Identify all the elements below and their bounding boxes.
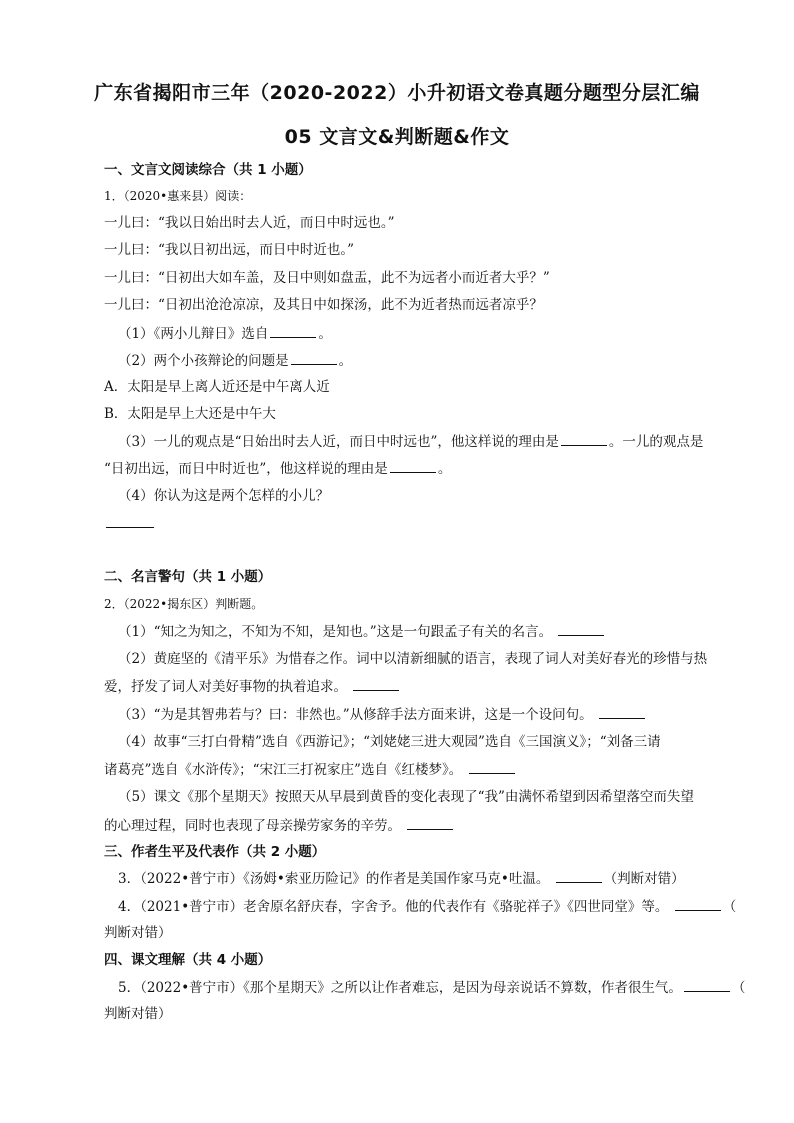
answer-blank[interactable]	[561, 431, 607, 446]
question-3-text: 3．（2022•普宁市）《汤姆•索亚历险记》的作者是美国作家马克•吐温。	[118, 871, 550, 887]
answer-blank[interactable]	[270, 323, 316, 338]
answer-blank[interactable]	[353, 676, 399, 691]
passage-line-4: 一儿曰：“日初出沧沧凉凉，及其日中如探汤，此不为近者热而远者凉乎？	[104, 297, 543, 313]
passage-line-3: 一儿曰：“日初出大如车盖，及日中则如盘盂，此不为远者小而近者大乎？”	[104, 270, 550, 286]
question-3	[104, 868, 734, 889]
answer-blank[interactable]	[106, 513, 154, 528]
question-5-line-1	[104, 977, 746, 998]
sub-question-3-text-2: “日初出远，而日中时近也”，他这样说的理由是	[104, 461, 388, 477]
statement-3	[104, 704, 734, 725]
statement-2-line-2	[104, 676, 734, 697]
sub-question-3-text: （3）一儿的观点是“日始出时去人近，而日中时远也”，他这样说的理由是	[118, 434, 559, 450]
page-title: 广东省揭阳市三年（2020-2022）小升初语文卷真题分题型分层汇编	[94, 82, 700, 104]
answer-blank[interactable]	[390, 458, 436, 473]
sub-question-3-line-1	[104, 431, 734, 452]
statement-5-line-1: （5）课文《那个星期天》按照天从早晨到黄昏的变化表现了“我”由满怀希望到因希望落空而失望	[118, 789, 694, 805]
question-4-line-2: 判断对错）	[104, 925, 172, 941]
section-heading-2: 二、名言警句（共 1 小题）	[104, 569, 272, 585]
option-a: A．太阳是早上离人近还是中午离人近	[104, 379, 330, 395]
sub-question-3-text-cont: 。一儿的观点是	[608, 434, 704, 450]
sub-question-1	[104, 323, 734, 344]
answer-blank[interactable]	[599, 704, 645, 719]
statement-2-text: 爱，抒发了词人对美好事物的执着追求。	[104, 679, 347, 695]
answer-blank[interactable]	[407, 815, 453, 830]
punctuation: 。	[338, 353, 353, 369]
statement-5-line-2	[104, 815, 734, 836]
statement-2-line-1: （2）黄庭坚的《清平乐》为惜春之作。词中以清新细腻的语言，表现了词人对美好春光的珍惜与热	[118, 651, 708, 667]
statement-3-text: （3）“为是其智弗若与？曰：非然也。”从修辞手法方面来讲，这是一个设问句。	[118, 707, 593, 723]
question-3-tail: （判断对错）	[603, 871, 685, 887]
question-5-tail: （	[731, 980, 746, 996]
sub-question-1-text: （1）《两小儿辩日》选自	[118, 326, 269, 342]
question-4-tail: （	[722, 899, 737, 915]
question-2-head: 2．（2022•揭东区）判断题。	[104, 597, 264, 611]
answer-blank[interactable]	[675, 896, 721, 911]
page-subtitle: 05 文言文&判断题&作文	[284, 126, 510, 148]
sub-question-2-text: （2）两个小孩辩论的问题是	[118, 353, 289, 369]
section-heading-4: 四、课文理解（共 4 小题）	[104, 952, 272, 968]
punctuation: 。	[437, 461, 452, 477]
question-1-head: 1．（2020•惠来县）阅读：	[104, 189, 252, 203]
passage-line-1: 一儿曰：“我以日始出时去人近，而日中时远也。”	[104, 215, 395, 231]
question-4-line-1	[104, 896, 737, 917]
sub-question-4-answer	[104, 513, 734, 534]
answer-blank[interactable]	[469, 759, 515, 774]
answer-blank[interactable]	[558, 621, 604, 636]
statement-1	[104, 621, 734, 642]
answer-blank[interactable]	[556, 868, 602, 883]
punctuation: 。	[318, 326, 332, 342]
question-4-text: 4．（2021•普宁市）老舍原名舒庆春，字舍予。他的代表作有《骆驼祥子》《四世同堂》等。	[118, 899, 669, 915]
question-5-line-2: 判断对错）	[104, 1006, 172, 1022]
statement-4-line-1: （4）故事“三打白骨精”选自《西游记》；“刘姥姥三进大观园”选自《三国演义》；“刘备三请	[118, 734, 661, 750]
sub-question-3-line-2	[104, 458, 734, 479]
question-5-text: 5．（2022•普宁市）《那个星期天》之所以让作者难忘，是因为母亲说话不算数，作者很生气。	[118, 980, 682, 996]
sub-question-4: （4）你认为这是两个怎样的小儿？	[118, 488, 330, 504]
option-b: B．太阳是早上大还是中午大	[104, 406, 276, 422]
section-heading-3: 三、作者生平及代表作（共 2 小题）	[104, 844, 326, 860]
statement-4-text: 诸葛亮”选自《水浒传》；“宋江三打祝家庄”选自《红楼梦》。	[104, 762, 463, 778]
passage-line-2: 一儿曰：“我以日初出远，而日中时近也。”	[104, 242, 355, 258]
sub-question-2	[104, 350, 734, 371]
statement-1-text: （1）“知之为知之，不知为不知，是知也。”这是一句跟孟子有关的名言。	[118, 624, 553, 640]
answer-blank[interactable]	[684, 977, 730, 992]
statement-4-line-2	[104, 759, 734, 780]
section-heading-1: 一、文言文阅读综合（共 1 小题）	[104, 162, 312, 178]
statement-5-text: 的心理过程，同时也表现了母亲操劳家务的辛劳。	[104, 818, 401, 834]
answer-blank[interactable]	[291, 350, 337, 365]
